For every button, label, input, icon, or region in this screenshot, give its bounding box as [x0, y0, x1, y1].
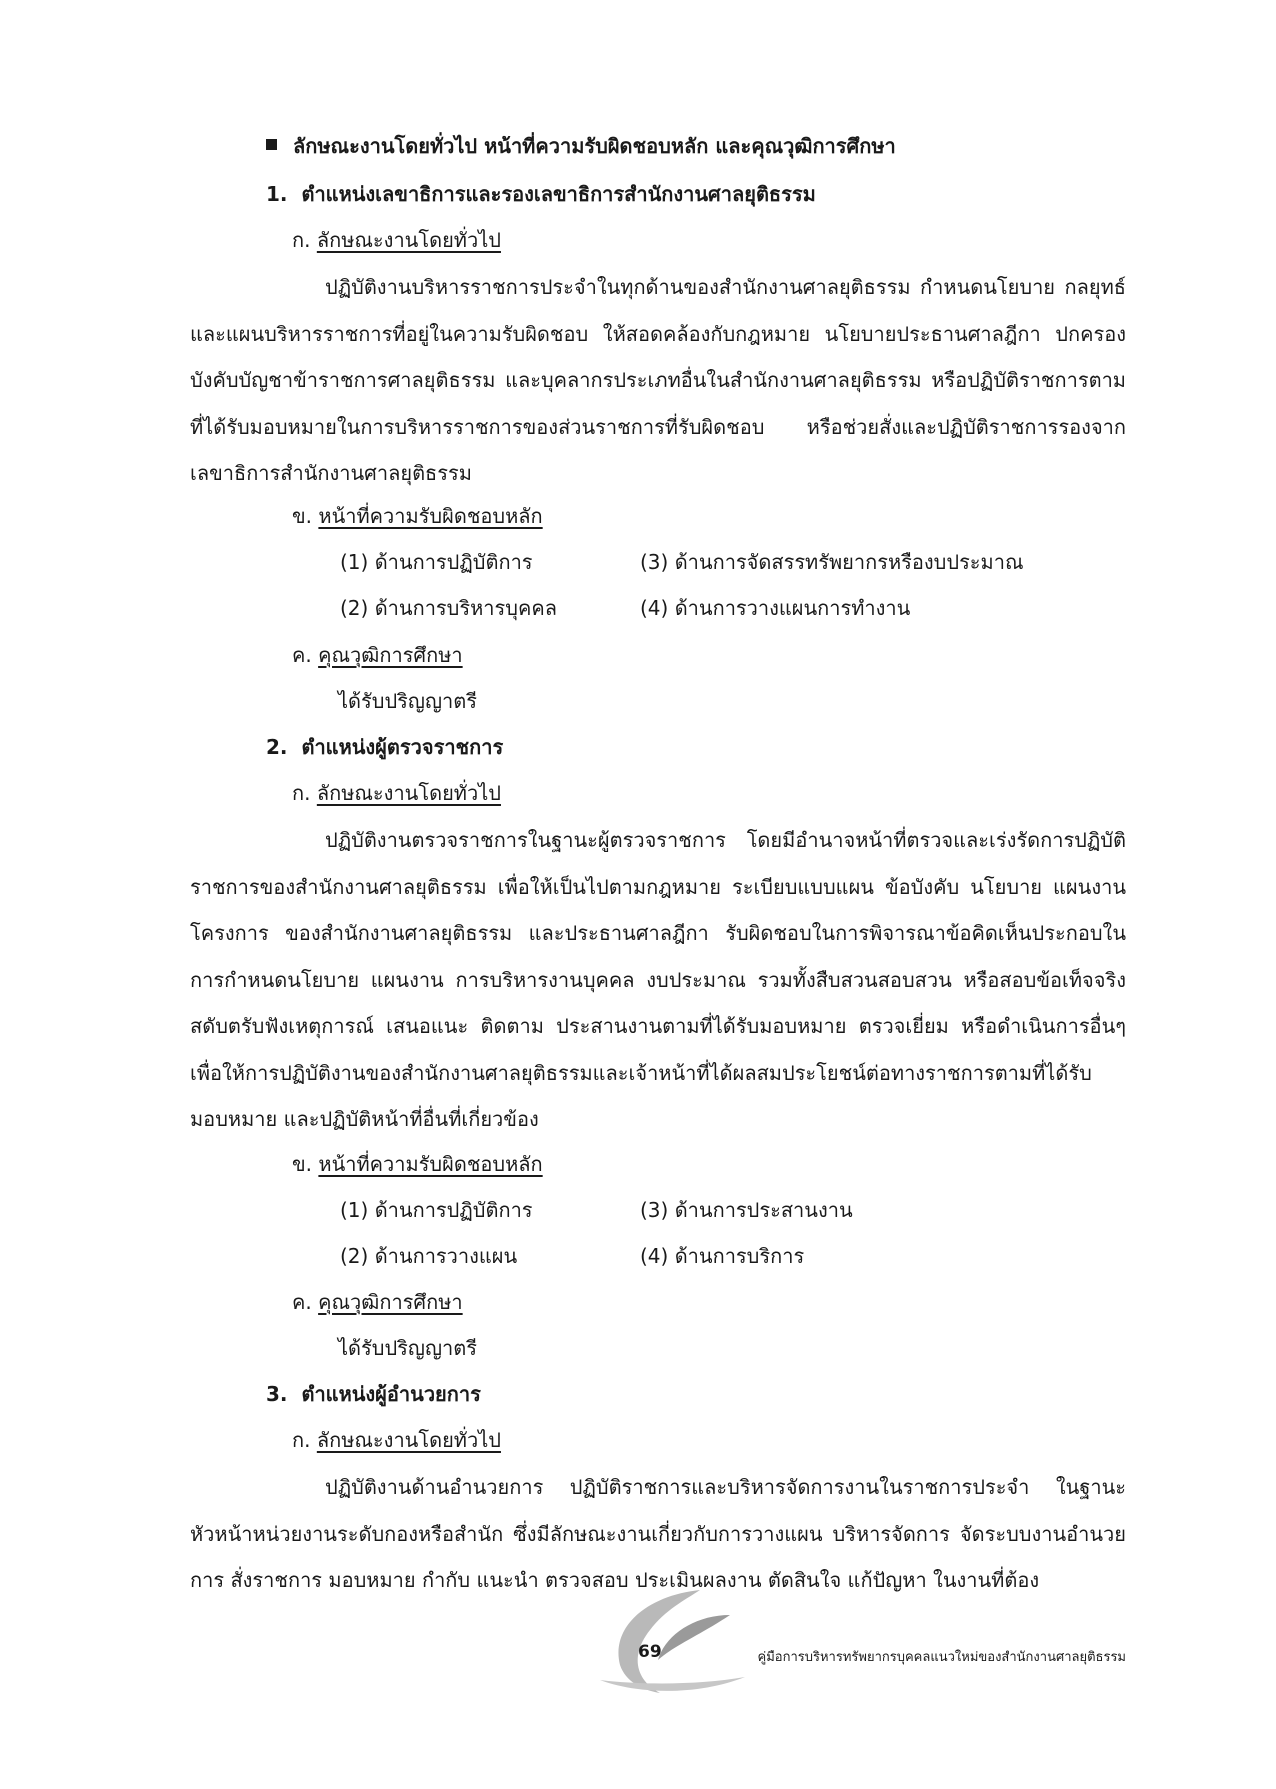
section-1-general-text: ปฏิบัติงานบริหารราชการประจำในทุกด้านของสำนักงานศาลยุติธรรม กำหนดนโยบาย กลยุทธ์และแผนบริหารราชการที่อยู่ในความรับผิดชอบ ให้สอดคล้องกับกฎหมาย นโยบายประธานศาลฎีกา ปกครองบังคับบัญชาข้าราชการศาลยุติธรรม และบุคลากรประเภทอื่นในสำนักงานศาลยุติธรรม หรือปฏิบัติราชการตามที่ได้รับมอบหมายในการบริหารราชการของส่วนราชการที่รับผิดชอบ หรือช่วยสั่งและปฏิบัติราชการรองจากเลขาธิการสำนักงานศาลยุติธรรม — [190, 275, 1126, 485]
list-item: (2) ด้านการวางแผน — [340, 1244, 518, 1268]
section-1-duties-label: ข. หน้าที่ความรับผิดชอบหลัก — [292, 504, 543, 528]
section-1-title: 1. ตำแหน่งเลขาธิการและรองเลขาธิการสำนักงานศาลยุติธรรม — [266, 182, 816, 206]
page-number: 69 — [638, 1642, 662, 1662]
section-2-education-text: ได้รับปริญญาตรี — [338, 1336, 477, 1360]
square-bullet-icon — [266, 139, 277, 150]
list-item: (1) ด้านการปฏิบัติการ — [340, 1198, 533, 1222]
main-heading: ลักษณะงานโดยทั่วไป หน้าที่ความรับผิดชอบหลัก และคุณวุฒิการศึกษา — [266, 132, 896, 160]
section-2-title: 2. ตำแหน่งผู้ตรวจราชการ — [266, 735, 504, 759]
section-3-general-label: ก. ลักษณะงานโดยทั่วไป — [292, 1428, 501, 1452]
section-2-duties-label: ข. หน้าที่ความรับผิดชอบหลัก — [292, 1152, 543, 1176]
list-item: (1) ด้านการปฏิบัติการ — [340, 550, 533, 574]
section-2-general-text: ปฏิบัติงานตรวจราชการในฐานะผู้ตรวจราชการ โดยมีอำนาจหน้าที่ตรวจและเร่งรัดการปฏิบัติราชการของสำนักงานศาลยุติธรรม เพื่อให้เป็นไปตามกฎหมาย ระเบียบแบบแผน ข้อบังคับ นโยบาย แผนงานโครงการ ของสำนักงานศาลยุติธรรม และประธานศาลฎีกา รับผิดชอบในการพิจารณาข้อคิดเห็นประกอบในการกำหนดนโยบาย แผนงาน การบริหารงานบุคคล งบประมาณ รวมทั้งสืบสวนสอบสวน หรือสอบข้อเท็จจริงสดับตรับฟังเหตุการณ์ เสนอแนะ ติดตาม ประสานงานตามที่ได้รับมอบหมาย ตรวจเยี่ยม หรือดำเนินการอื่นๆ เพื่อให้การปฏิบัติงานของสำนักงานศาลยุติธรรมและเจ้าหน้าที่ได้ผลสมประโยชน์ต่อทางราชการตามที่ได้รับมอบหมาย และปฏิบัติหน้าที่อื่นที่เกี่ยวข้อง — [190, 828, 1126, 1131]
list-item: (3) ด้านการประสานงาน — [640, 1198, 853, 1222]
section-1-general-label: ก. ลักษณะงานโดยทั่วไป — [292, 228, 501, 252]
swoosh-logo-icon — [580, 1585, 750, 1695]
section-3-title: 3. ตำแหน่งผู้อำนวยการ — [266, 1382, 481, 1406]
section-1-education-text: ได้รับปริญญาตรี — [338, 689, 477, 713]
list-item: (3) ด้านการจัดสรรทรัพยากรหรืองบประมาณ — [640, 550, 1024, 574]
section-3-general-text: ปฏิบัติงานด้านอำนวยการ ปฏิบัติราชการและบริหารจัดการงานในราชการประจำ ในฐานะหัวหน้าหน่วยงานระดับกองหรือสำนัก ซึ่งมีลักษณะงานเกี่ยวกับการวางแผน บริหารจัดการ จัดระบบงานอำนวยการ สั่งราชการ มอบหมาย กำกับ แนะนำ ตรวจสอบ ประเมินผลงาน ตัดสินใจ แก้ปัญหา ในงานที่ต้อง — [190, 1475, 1126, 1592]
list-item: (4) ด้านการบริการ — [640, 1244, 805, 1268]
list-item: (4) ด้านการวางแผนการทำงาน — [640, 596, 911, 620]
list-item: (2) ด้านการบริหารบุคคล — [340, 596, 557, 620]
footer-title: คู่มือการบริหารทรัพยากรบุคคลแนวใหม่ของสำนักงานศาลยุติธรรม — [757, 1650, 1126, 1665]
section-2-education-label: ค. คุณวุฒิการศึกษา — [292, 1290, 463, 1314]
section-2-general-label: ก. ลักษณะงานโดยทั่วไป — [292, 781, 501, 805]
section-1-education-label: ค. คุณวุฒิการศึกษา — [292, 643, 463, 667]
